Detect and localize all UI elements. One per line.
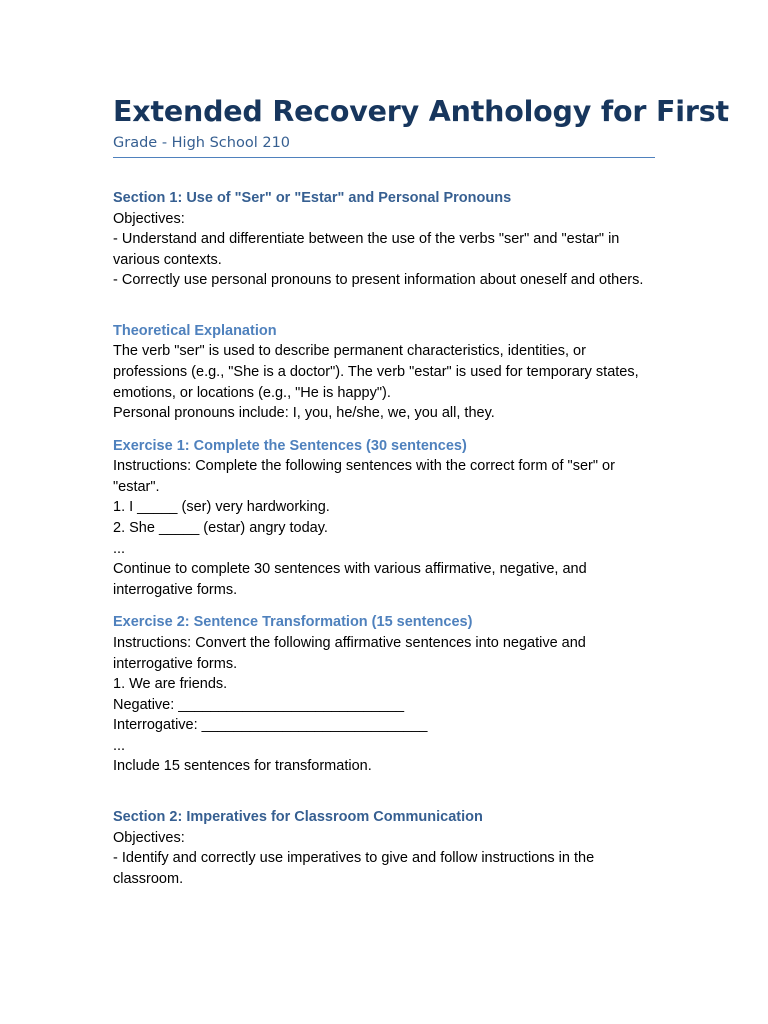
exercise-2-item: 1. We are friends. xyxy=(113,676,228,693)
exercise-1-closing: Continue to complete 30 sentences with various affirmative, negative, and interrogative forms. xyxy=(113,561,587,598)
section-1-objective: - Understand and differentiate between the use of the verbs "ser" and "estar" in various contexts. xyxy=(113,231,620,268)
section-1-heading: Section 1: Use of "Ser" or "Estar" and Personal Pronouns xyxy=(113,190,512,206)
theory-paragraph: The verb "ser" is used to describe permanent characteristics, identities, or professions (e.g., "She is a doctor"). The verb "estar" is used for temporary states, emotions, or locations (e.g., "He is happy"). xyxy=(113,343,639,401)
section-2 xyxy=(113,807,655,889)
document-title: Extended Recovery Anthology for First xyxy=(113,95,729,128)
exercise-2-instructions: Instructions: Convert the following affirmative sentences into negative and interrogative forms. xyxy=(113,634,586,672)
theory-section xyxy=(113,321,655,424)
section-1-objectives-label: Objectives: xyxy=(113,210,185,227)
section-2-objective: - Identify and correctly use imperatives to give and follow instructions in the classroom. xyxy=(113,850,595,887)
exercise-2-ellipsis: ... xyxy=(113,737,126,754)
exercise-1-item: 2. She _____ (estar) angry today. xyxy=(113,520,328,537)
exercise-2-interrogative-blank: Interrogative: ____________________________ xyxy=(113,717,428,734)
exercise-1 xyxy=(113,436,655,601)
exercise-2 xyxy=(113,612,655,777)
exercise-1-heading: Exercise 1: Complete the Sentences (30 sentences) xyxy=(113,437,467,454)
theory-heading: Theoretical Explanation xyxy=(113,322,277,339)
exercise-1-ellipsis: ... xyxy=(113,540,126,557)
theory-pronouns: Personal pronouns include: I, you, he/she, we, you all, they. xyxy=(113,405,495,422)
exercise-1-item: 1. I _____ (ser) very hardworking. xyxy=(113,499,330,516)
section-1 xyxy=(113,188,655,291)
section-2-objectives-label: Objectives: xyxy=(113,829,185,846)
document-page xyxy=(113,92,729,889)
section-1-objective: - Correctly use personal pronouns to present information about oneself and others. xyxy=(113,272,644,289)
exercise-1-instructions: Instructions: Complete the following sentences with the correct form of "ser" or "estar". xyxy=(113,458,615,495)
exercise-2-closing: Include 15 sentences for transformation. xyxy=(113,758,372,775)
exercise-2-heading: Exercise 2: Sentence Transformation (15 sentences) xyxy=(113,614,473,631)
exercise-2-negative-blank: Negative: ____________________________ xyxy=(113,696,405,713)
document-subtitle: Grade - High School 210 xyxy=(113,133,655,158)
section-2-heading: Section 2: Imperatives for Classroom Communication xyxy=(113,809,483,826)
